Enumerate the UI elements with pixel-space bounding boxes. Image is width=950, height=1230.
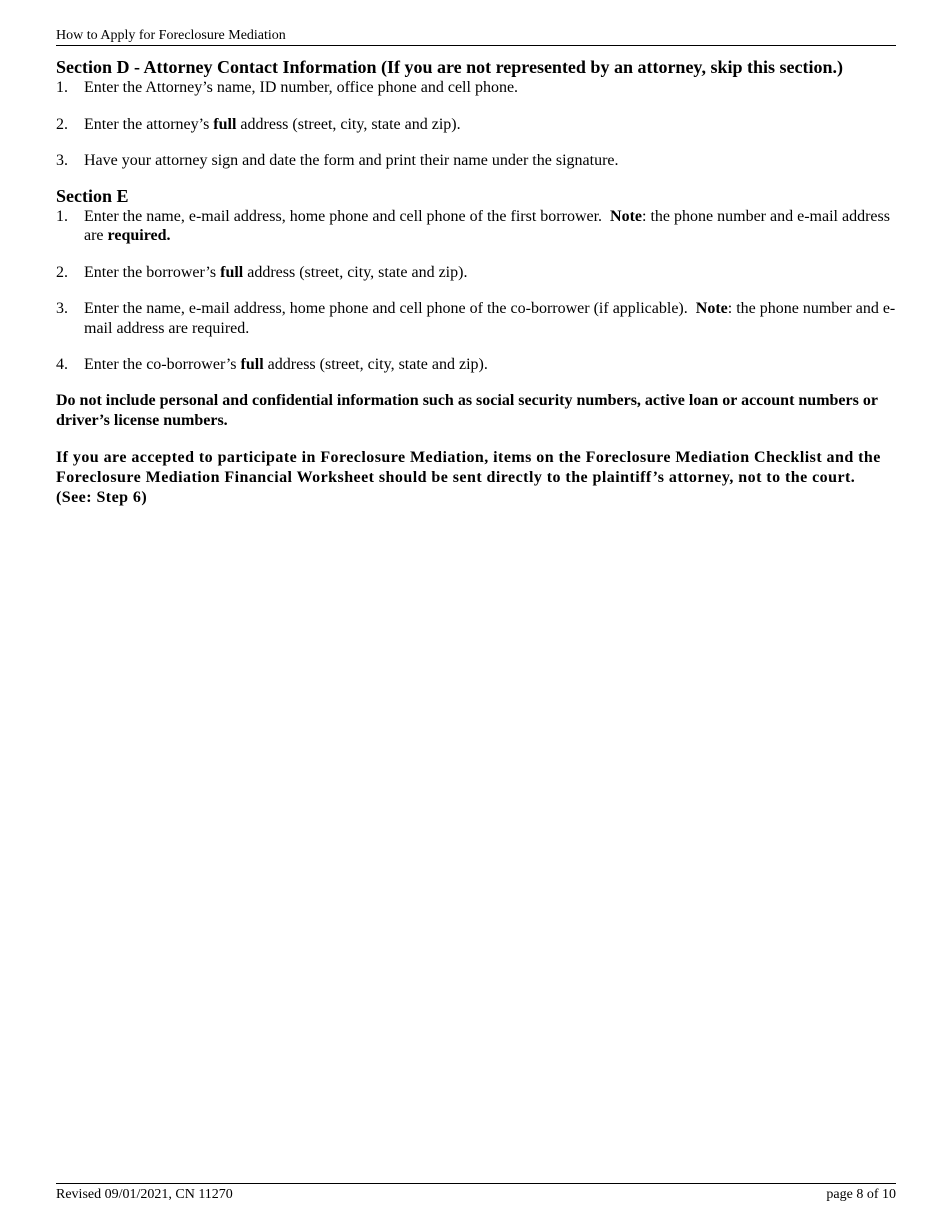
section-e-heading: Section E [56, 185, 129, 206]
section-d-item-1: 1. Enter the Attorney’s name, ID number, office phone and cell phone. [56, 79, 519, 96]
page-content [56, 57, 896, 508]
accepted-participant-notice: If you are accepted to participate in Foreclosure Mediation, items on the Foreclosure Mediation Checklist and the Foreclosure Mediation Financial Worksheet should be sent directly to the plaintiff’s attorney, not to the court. (See: Step 6) [56, 448, 881, 506]
page-header [56, 28, 896, 46]
section-e-item-2: 2. Enter the borrower’s full address (street, city, state and zip). [56, 263, 468, 281]
page-number: page 8 of 10 [826, 1187, 896, 1202]
section-d-item-2: 2. Enter the attorney’s full address (street, city, state and zip). [56, 115, 461, 133]
section-d-item-3: 3. Have your attorney sign and date the form and print their name under the signature. [56, 152, 619, 169]
document-title: How to Apply for Foreclosure Mediation [56, 28, 286, 43]
section-e-item-3: 3. Enter the name, e-mail address, home phone and cell phone of the co-borrower (if applicable). Note: the phone number and e-mail address are required. [56, 300, 896, 337]
section-e-list [56, 207, 896, 375]
section-d-list [56, 78, 896, 171]
revision-info: Revised 09/01/2021, CN 11270 [56, 1187, 233, 1202]
section-e-item-1: 1. Enter the name, e-mail address, home phone and cell phone of the first borrower. Note: the phone number and e-mail address are required. [56, 207, 890, 244]
page-footer [56, 1183, 896, 1203]
section-e-item-4: 4. Enter the co-borrower’s full address (street, city, state and zip). [56, 356, 488, 373]
section-d-heading: Section D - Attorney Contact Information (If you are not represented by an attorney, skip this section.) [56, 57, 843, 77]
confidential-info-notice: Do not include personal and confidential information such as social security numbers, active loan or account numbers or driver’s license numbers. [56, 391, 878, 429]
